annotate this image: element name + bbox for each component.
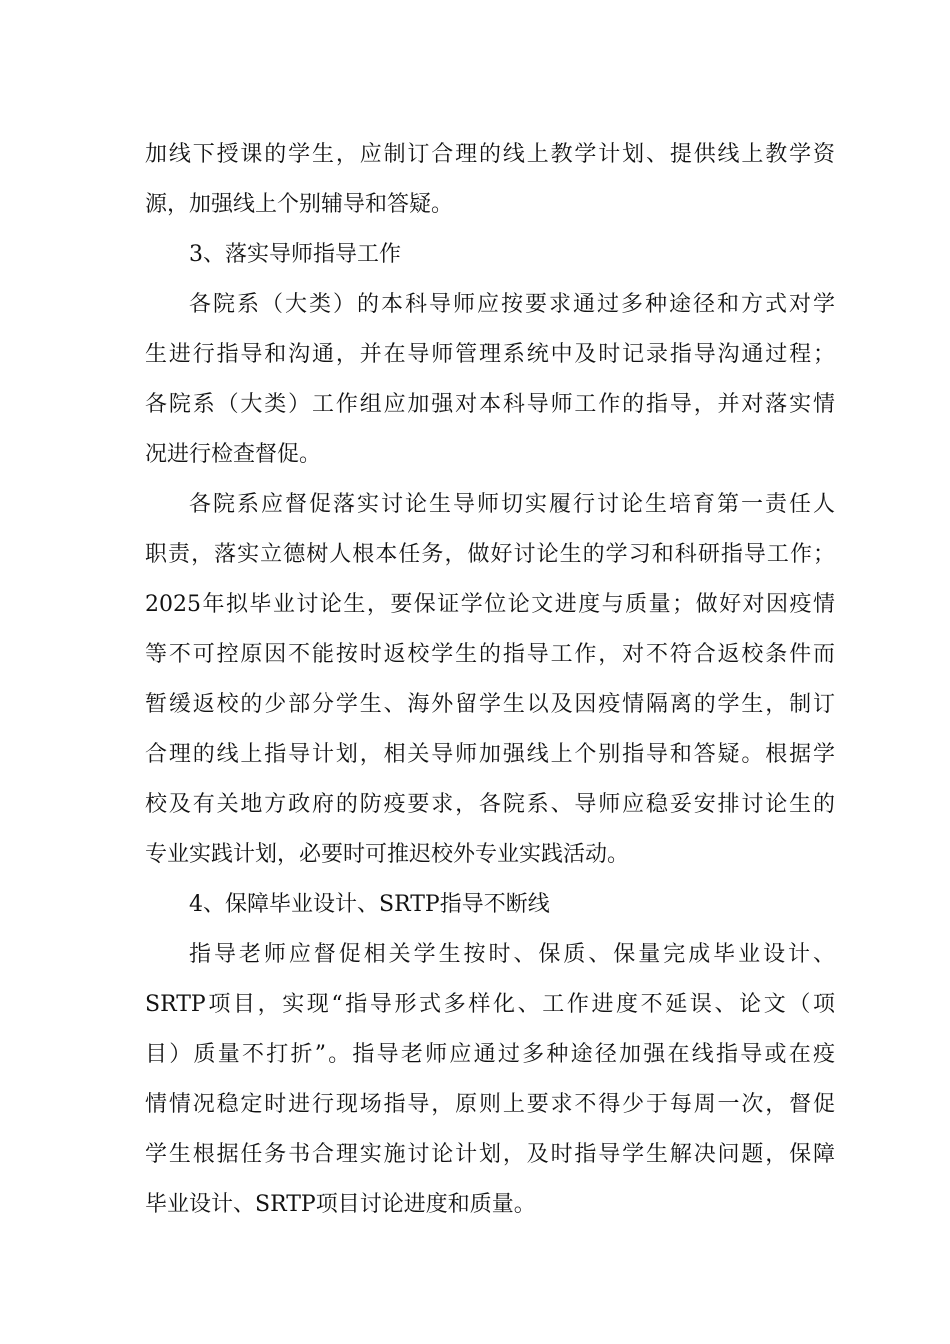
text-line: 职责，落实立德树人根本任务，做好讨论生的学习和科研指导工作； <box>145 542 835 567</box>
text-line: 等不可控原因不能按时返校学生的指导工作，对不符合返校条件而 <box>145 642 835 667</box>
text-line: 情情况稳定时进行现场指导，原则上要求不得少于每周一次，督促 <box>145 1092 835 1117</box>
text-line: 学生根据任务书合理实施讨论计划，及时指导学生解决问题，保障 <box>145 1142 835 1167</box>
text-line: 各院系应督促落实讨论生导师切实履行讨论生培育第一责任人 <box>189 492 835 517</box>
text-line: 目）质量不打折”。指导老师应通过多种途径加强在线指导或在疫 <box>145 1042 835 1067</box>
text-line: 源，加强线上个别辅导和答疑。 <box>145 192 454 217</box>
section-heading: 4、保障毕业设计、SRTP指导不断线 <box>189 892 550 917</box>
text-line: 毕业设计、SRTP项目讨论进度和质量。 <box>145 1192 536 1217</box>
text-line: 况进行检查督促。 <box>145 442 322 467</box>
text-line: SRTP项目，实现“指导形式多样化、工作进度不延误、论文（项 <box>145 992 835 1017</box>
text-line: 专业实践计划，必要时可推迟校外专业实践活动。 <box>145 842 630 867</box>
text-line: 合理的线上指导计划，相关导师加强线上个别指导和答疑。根据学 <box>145 742 835 767</box>
text-line: 加线下授课的学生，应制订合理的线上教学计划、提供线上教学资 <box>145 142 835 167</box>
text-line: 各院系（大类）工作组应加强对本科导师工作的指导，并对落实情 <box>145 392 835 417</box>
section-heading: 3、落实导师指导工作 <box>189 242 401 267</box>
text-line: 校及有关地方政府的防疫要求，各院系、导师应稳妥安排讨论生的 <box>145 792 835 817</box>
text-line: 暂缓返校的少部分学生、海外留学生以及因疫情隔离的学生，制订 <box>145 692 835 717</box>
text-line: 各院系（大类）的本科导师应按要求通过多种途径和方式对学 <box>189 292 835 317</box>
text-line: 指导老师应督促相关学生按时、保质、保量完成毕业设计、 <box>189 942 835 967</box>
document-body <box>145 130 835 1230</box>
text-line: 生进行指导和沟通，并在导师管理系统中及时记录指导沟通过程； <box>145 342 835 367</box>
text-line: 2025年拟毕业讨论生，要保证学位论文进度与质量；做好对因疫情 <box>145 592 835 617</box>
